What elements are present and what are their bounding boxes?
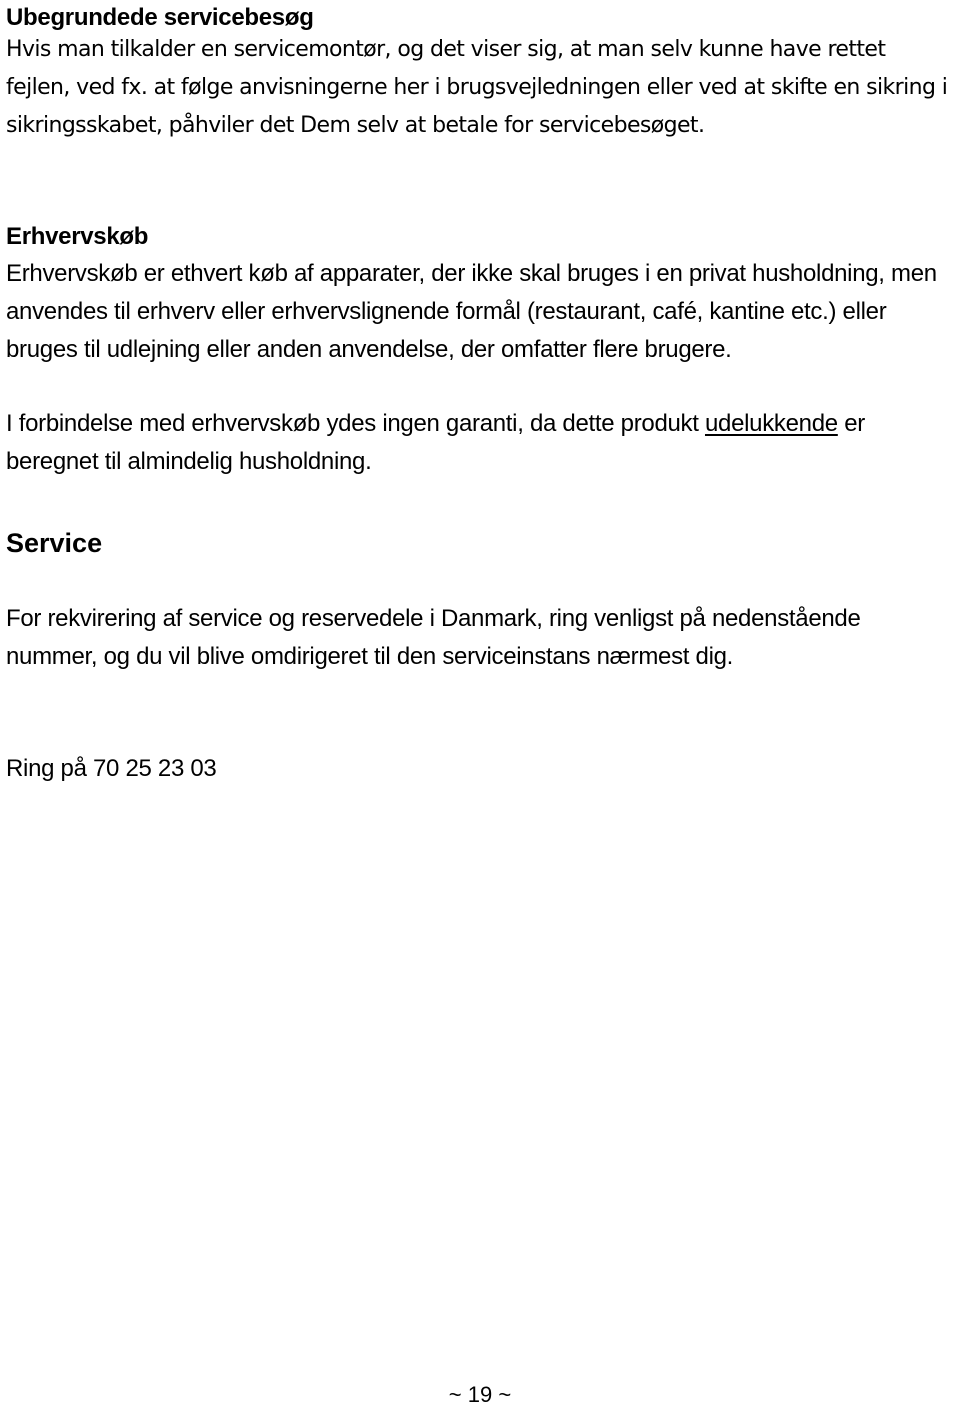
paragraph-unfounded-service-visits: Hvis man tilkalder en servicemontør, og det viser sig, at man selv kunne have rettet fejlen, ved fx. at følge anvisningerne her i brugsvejledningen eller ved at skifte en sikring i sikringsskabet, påhviler det Dem selv at betale for servicebesøget. xyxy=(6,37,948,138)
phone-line: Ring på 70 25 23 03 xyxy=(6,755,217,782)
page-number: ~ 19 ~ xyxy=(448,1382,512,1407)
heading-commercial-purchase: Erhvervskøb xyxy=(6,223,149,250)
heading-unfounded-service-visits: Ubegrundede servicebesøg xyxy=(6,4,314,31)
paragraph-commercial-purchase: Erhvervskøb er ethvert køb af apparater, der ikke skal bruges i en privat husholdning, men anvendes til erhverv eller erhvervslignende formål (restaurant, café, kantine etc.) eller bruges til udlejning eller anden anvendelse, der omfatter flere brugere. xyxy=(6,260,937,363)
warranty-suffix: er beregnet til almindelig husholdning. xyxy=(6,410,865,475)
paragraph-service: For rekvirering af service og reservedele i Danmark, ring venligst på nedenstående nummer, og du vil blive omdirigeret til den serviceinstans nærmest dig. xyxy=(6,605,861,670)
warranty-emphasis: udelukkende xyxy=(704,410,838,437)
paragraph-warranty-note xyxy=(6,405,954,481)
warranty-prefix: I forbindelse med erhvervskøb ydes ingen garanti, da dette produkt xyxy=(6,410,699,437)
heading-service: Service xyxy=(6,528,103,558)
